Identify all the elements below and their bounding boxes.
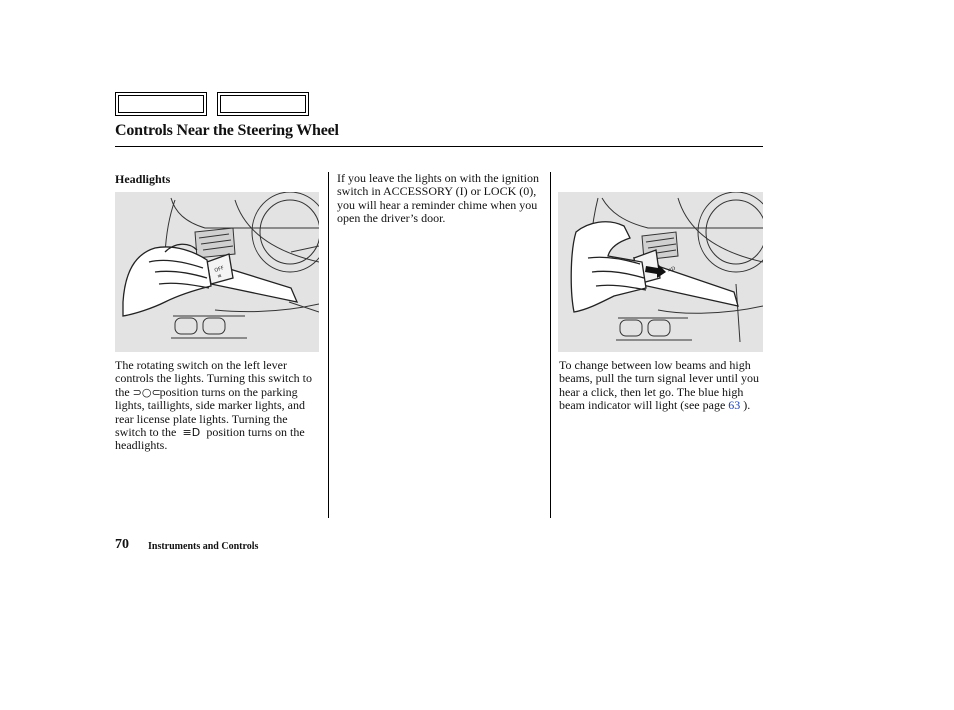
text-segment: ). [743, 398, 751, 413]
section-name: Instruments and Controls [148, 541, 259, 552]
svg-text:OFF: OFF [213, 265, 225, 274]
column-divider [328, 172, 329, 518]
reminder-chime-text: If you leave the lights on with the ignition switch in ACCESSORY (I) or LOCK (0), you will hear a reminder chime when you open the driver’s door. [337, 171, 539, 226]
svg-text:≡D: ≡D [666, 265, 677, 274]
high-beam-lever-illustration [558, 192, 763, 352]
headlight-switch-illustration [115, 192, 319, 352]
high-beam-text [559, 359, 764, 413]
headlight-icon: ≡D [182, 426, 201, 440]
column-divider [550, 172, 551, 518]
text-segment: position turns on the parking lights, taillights, side marker lights, and rear license plate lights. Turning the switch to the [115, 384, 305, 440]
header-tab-box [115, 92, 207, 116]
svg-text:≡: ≡ [216, 272, 223, 280]
text-segment: To change between low beams and high beams, pull the turn signal lever until you hear a click, then let go. The blue high beam indicator will light (see page [559, 358, 759, 413]
text-segment: The rotating switch on the left lever controls the lights. Turning this switch to the [115, 358, 313, 399]
parking-lights-icon: ⊃○⊂ [132, 385, 161, 399]
page-reference-link[interactable]: 63 [728, 398, 741, 413]
headlight-switch-text [115, 359, 320, 453]
header-tab-box [217, 92, 309, 116]
page-number: 70 [115, 537, 129, 552]
title-rule [115, 146, 763, 147]
page-title: Controls Near the Steering Wheel [115, 122, 339, 139]
text-segment: position turns on the headlights. [115, 425, 305, 453]
high-beam-lever-drawing [558, 192, 763, 352]
section-heading: Headlights [115, 172, 171, 186]
headlight-switch-drawing [115, 192, 319, 352]
